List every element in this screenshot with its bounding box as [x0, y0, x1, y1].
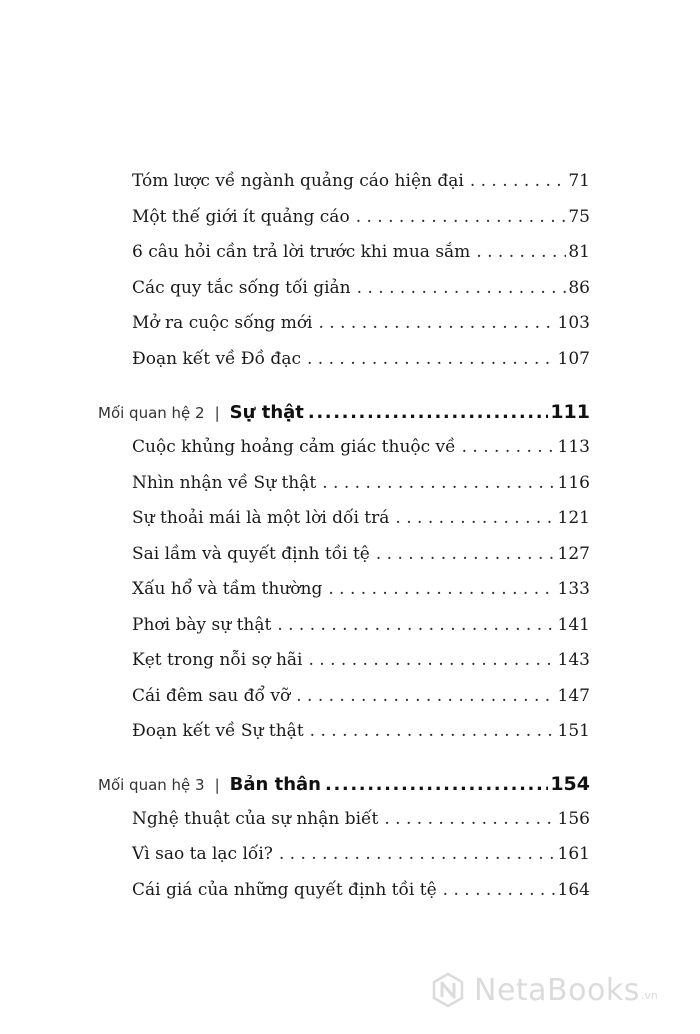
- section-separator: |: [214, 775, 220, 794]
- toc-entry[interactable]: [132, 200, 590, 236]
- dot-leader: [462, 430, 556, 466]
- dot-leader: [470, 164, 567, 200]
- section-page-number: 154: [550, 772, 590, 795]
- toc-entry[interactable]: [132, 235, 590, 271]
- toc-entry[interactable]: [132, 342, 590, 378]
- entry-page-number: 127: [557, 543, 590, 564]
- entry-title: Cuộc khủng hoảng cảm giác thuộc về: [132, 437, 456, 457]
- toc-entry[interactable]: [132, 164, 590, 200]
- entry-page-number: 71: [568, 171, 590, 191]
- section-heading-su-that[interactable]: [98, 394, 590, 430]
- section-title: Bản thân: [229, 773, 321, 795]
- entry-page-number: 133: [557, 579, 590, 599]
- dot-leader: [319, 306, 556, 342]
- dot-leader: [476, 235, 566, 271]
- dot-leader: [277, 608, 555, 644]
- toc-entry[interactable]: [132, 430, 590, 466]
- dot-leader: [357, 271, 567, 307]
- toc-entry[interactable]: [132, 679, 590, 715]
- section-page-number: 111: [550, 401, 590, 423]
- toc-entry[interactable]: [132, 873, 590, 909]
- entry-title: Phơi bày sự thật: [132, 614, 272, 635]
- entry-page-number: 75: [568, 206, 590, 227]
- entry-title: Nhìn nhận về Sự thật: [132, 472, 317, 493]
- dot-leader: [384, 802, 555, 838]
- entry-title: Mở ra cuộc sống mới: [132, 313, 313, 333]
- watermark-brand: NetaBooks: [474, 972, 640, 1008]
- entry-title: Một thế giới ít quảng cáo: [132, 206, 350, 227]
- dot-leader: [307, 342, 556, 378]
- section-label: Mối quan hệ 2: [98, 404, 205, 422]
- entry-title: Kẹt trong nỗi sợ hãi: [132, 650, 303, 670]
- entry-page-number: 151: [557, 721, 590, 741]
- entry-page-number: 164: [557, 879, 590, 900]
- watermark: [430, 972, 658, 1008]
- section-label: Mối quan hệ 3: [98, 775, 205, 794]
- toc-entry[interactable]: [132, 271, 590, 307]
- netabooks-logo-icon: [430, 972, 466, 1008]
- entry-title: Sự thoải mái là một lời dối trá: [132, 508, 390, 528]
- toc-entry[interactable]: [132, 714, 590, 750]
- toc-entry[interactable]: [132, 501, 590, 537]
- entry-page-number: 107: [557, 348, 590, 369]
- dot-leader: [443, 873, 556, 909]
- dot-leader: [322, 466, 555, 502]
- entry-page-number: 156: [557, 808, 590, 829]
- section-heading-ban-than[interactable]: [98, 766, 590, 802]
- table-of-contents: [98, 164, 590, 908]
- entry-page-number: 143: [557, 650, 590, 670]
- dot-leader: [328, 572, 555, 608]
- toc-entry[interactable]: [132, 306, 590, 342]
- dot-leader: [325, 767, 548, 803]
- entry-page-number: 147: [557, 685, 590, 706]
- entry-page-number: 103: [557, 313, 590, 333]
- entry-page-number: 141: [557, 614, 590, 635]
- entry-title: Đoạn kết về Sự thật: [132, 721, 304, 741]
- toc-entry[interactable]: [132, 608, 590, 644]
- entry-page-number: 161: [557, 844, 590, 864]
- entry-title: 6 câu hỏi cần trả lời trước khi mua sắm: [132, 242, 471, 262]
- dot-leader: [279, 837, 556, 873]
- dot-leader: [296, 679, 555, 715]
- entry-title: Tóm lược về ngành quảng cáo hiện đại: [132, 171, 464, 191]
- watermark-domain: .vn: [640, 989, 658, 1002]
- toc-entry[interactable]: [132, 802, 590, 838]
- entry-page-number: 86: [568, 277, 590, 298]
- toc-entry[interactable]: [132, 837, 590, 873]
- toc-entry[interactable]: [132, 572, 590, 608]
- entry-title: Các quy tắc sống tối giản: [132, 277, 351, 298]
- dot-leader: [309, 643, 556, 679]
- section-separator: |: [214, 404, 220, 422]
- entry-title: Đoạn kết về Đồ đạc: [132, 348, 301, 369]
- entry-title: Sai lầm và quyết định tồi tệ: [132, 543, 370, 564]
- entry-page-number: 113: [557, 437, 590, 457]
- dot-leader: [308, 395, 548, 431]
- entry-page-number: 81: [568, 242, 590, 262]
- toc-entry[interactable]: [132, 537, 590, 573]
- toc-entry[interactable]: [132, 643, 590, 679]
- toc-entry[interactable]: [132, 466, 590, 502]
- dot-leader: [376, 537, 556, 573]
- entry-page-number: 116: [557, 472, 590, 493]
- entry-title: Nghệ thuật của sự nhận biết: [132, 808, 379, 829]
- entry-title: Xấu hổ và tầm thường: [132, 579, 323, 599]
- entry-title: Cái đêm sau đổ vỡ: [132, 685, 291, 706]
- entry-title: Cái giá của những quyết định tồi tệ: [132, 879, 437, 900]
- entry-title: Vì sao ta lạc lối?: [132, 844, 273, 864]
- dot-leader: [395, 501, 555, 537]
- dot-leader: [356, 200, 567, 236]
- entry-page-number: 121: [557, 508, 590, 528]
- section-title: Sự thật: [229, 402, 304, 423]
- dot-leader: [310, 714, 556, 750]
